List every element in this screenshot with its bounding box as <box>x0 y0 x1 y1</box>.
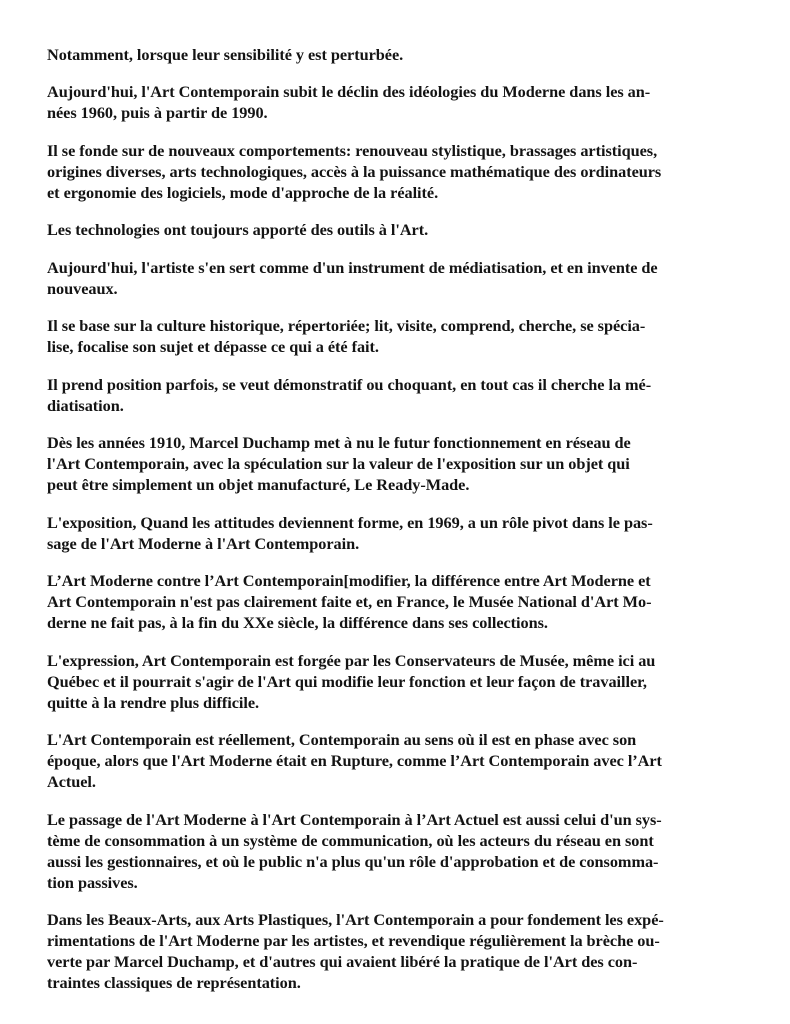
paragraph-9: L'exposition, Quand les attitudes deviennent forme, en 1969, a un rôle pivot dans le pas- sage de l'Art Moderne à l'Art Contemporain. <box>47 512 653 553</box>
document-page <box>47 44 743 1010</box>
paragraph-4: Les technologies ont toujours apporté des outils à l'Art. <box>47 220 429 239</box>
paragraph-7: Il prend position parfois, se veut démonstratif ou choquant, en tout cas il cherche la mé- diatisation. <box>47 374 652 415</box>
paragraph-8: Dès les années 1910, Marcel Duchamp met à nu le futur fonctionnement en réseau de l'Art Contemporain, avec la spéculation sur la valeur de l'exposition sur un objet qui peut être simplement un objet manufacturé, Le Ready-Made. <box>47 433 631 494</box>
paragraph-10: L’Art Moderne contre l’Art Contemporain[modifier, la différence entre Art Moderne et Art Contemporain n'est pas clairement faite et, en France, le Musée National d'Art Mo- derne ne fait pas, à la fin du XXe siècle, la différence dans ses collections. <box>47 571 652 632</box>
paragraph-12: L'Art Contemporain est réellement, Contemporain au sens où il est en phase avec son époque, alors que l'Art Moderne était en Rupture, comme l’Art Contemporain avec l’Art Actuel. <box>47 730 662 791</box>
paragraph-3: Il se fonde sur de nouveaux comportements: renouveau stylistique, brassages artistiques, origines diverses, arts technologiques, accès à la puissance mathématique des ordinateurs et ergonomie des logiciels, mode d'approche de la réalité. <box>47 140 662 202</box>
paragraph-6: Il se base sur la culture historique, répertoriée; lit, visite, comprend, cherche, se spécia- lise, focalise son sujet et dépasse ce qui a été fait. <box>47 316 646 356</box>
paragraph-14: Dans les Beaux-Arts, aux Arts Plastiques, l'Art Contemporain a pour fondement les expé- rimentations de l'Art Moderne par les artistes, et revendique régulièrement la brèche ou- verte par Marcel Duchamp, et d'autres qui avaient libéré la pratique de l'Art des con- traintes classiques de représentation. <box>47 910 664 992</box>
paragraph-13: Le passage de l'Art Moderne à l'Art Contemporain à l’Art Actuel est aussi celui d'un sys- tème de consommation à un système de communication, où les acteurs du réseau en sont aussi les gestionnaires, et où le public n'a plus qu'un rôle d'approbation et de consomma- tion passives. <box>47 809 662 892</box>
paragraph-1: Notamment, lorsque leur sensibilité y est perturbée. <box>47 45 404 64</box>
paragraph-5: Aujourd'hui, l'artiste s'en sert comme d'un instrument de médiatisation, et en invente de nouveaux. <box>47 257 658 298</box>
paragraph-11: L'expression, Art Contemporain est forgée par les Conservateurs de Musée, même ici au Québec et il pourrait s'agir de l'Art qui modifie leur fonction et leur façon de travailler, quitte à la rendre plus difficile. <box>47 650 656 712</box>
paragraph-2: Aujourd'hui, l'Art Contemporain subit le déclin des idéologies du Moderne dans les an- nées 1960, puis à partir de 1990. <box>47 82 651 122</box>
